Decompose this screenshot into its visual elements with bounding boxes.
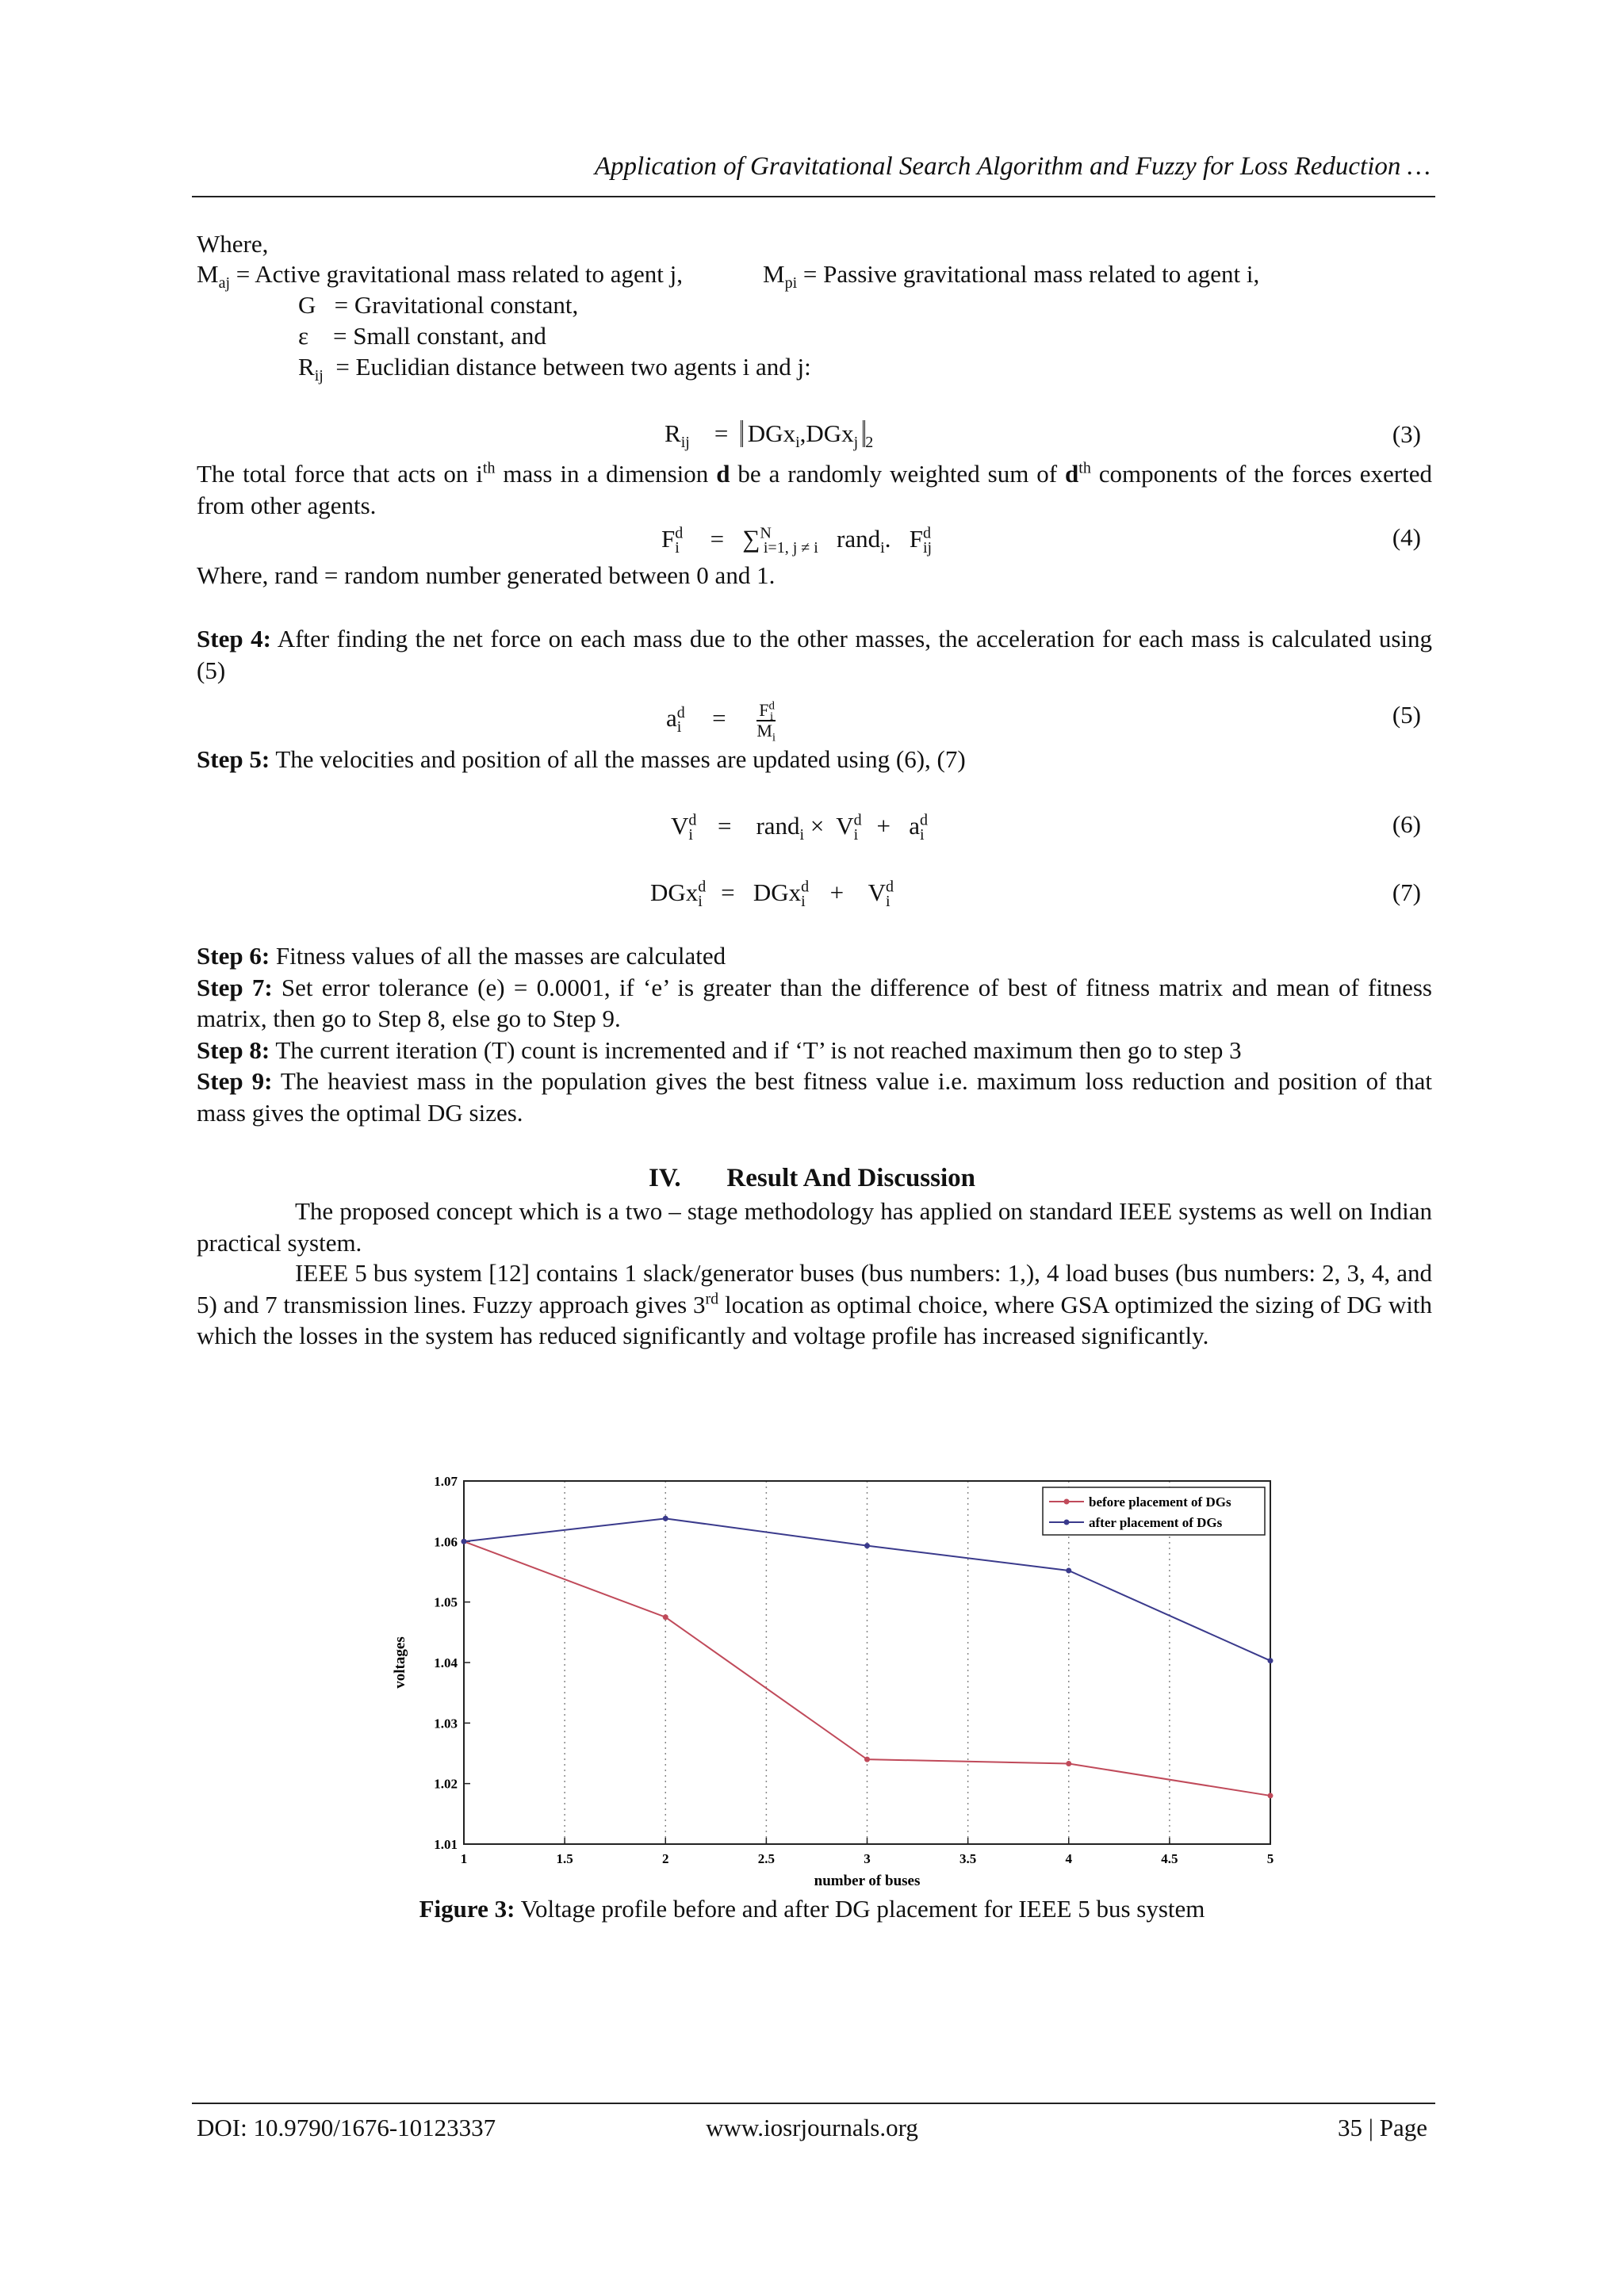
step-8: Step 8: The current iteration (T) count is incremented and if ‘T’ is not reached maximum then go to step 3 xyxy=(197,1035,1242,1064)
data-point xyxy=(462,1539,467,1544)
discussion-paragraph-2: IEEE 5 bus system [12] contains 1 slack/generator buses (bus numbers: 1,), 4 load buses (bus numbers: 2, 3, 4, and 5) and 7 transmission lines. Fuzzy approach gives 3rd location as optimal choice, where GSA optimized the sizing of DG with which the losses in the system has reduced significantly and voltage profile has increased significantly. xyxy=(197,1259,1433,1349)
step-6: Step 6: Fitness values of all the masses are calculated xyxy=(197,942,726,970)
equation-6: $V^d_i$ = rand$_i$ × $V^d_i$ + $a^d_i$ xyxy=(671,811,928,844)
data-point xyxy=(864,1543,870,1548)
step-7: Step 7: Set error tolerance (e) = 0.0001, if ‘e’ is greater than the difference of best of fitness matrix and mean of fitness matrix, then go to Step 8, else go to Step 9. xyxy=(197,973,1432,1032)
equation-5-number: (5) xyxy=(1392,701,1421,729)
y-axis-label: voltages xyxy=(392,1636,408,1689)
fraction: $\frac{F^d_i}{M_i}$ xyxy=(756,699,776,744)
legend-marker xyxy=(1064,1520,1070,1525)
data-point xyxy=(864,1757,870,1762)
x-tick-label: 1.5 xyxy=(556,1851,573,1866)
equation-3: $R_{ij}$ = DGx$_i$,DGx$_j$ $_2$ xyxy=(665,419,874,452)
y-tick-label: 1.04 xyxy=(434,1655,458,1670)
x-axis-label: number of buses xyxy=(814,1873,921,1889)
discussion-paragraph-1: The proposed concept which is a two – stage methodology has applied on standard IEEE systems as well on Indian practical system. xyxy=(197,1197,1432,1257)
rand-definition: Where, rand = random number generated between 0 and 1. xyxy=(197,561,776,589)
def-g: G = Gravitational constant, xyxy=(298,291,579,319)
voltage-profile-chart xyxy=(381,1459,1285,1903)
header-rule xyxy=(192,196,1435,197)
legend-label: after placement of DGs xyxy=(1089,1515,1223,1530)
data-point xyxy=(663,1516,668,1521)
x-tick-label: 2 xyxy=(662,1851,669,1866)
y-tick-label: 1.02 xyxy=(434,1776,458,1792)
section-title: Result And Discussion xyxy=(726,1164,976,1192)
x-tick-label: 4 xyxy=(1065,1851,1072,1866)
equation-4: $F^d_i$ = ∑$^N_{i=1, j \ne i}$ rand$_i$. $F^d_{ij}$ xyxy=(661,524,933,557)
y-tick-label: 1.05 xyxy=(434,1594,458,1610)
series-line-after xyxy=(464,1518,1270,1660)
footer-site[interactable]: www.iosrjournals.org xyxy=(706,2114,918,2141)
section-number: IV. xyxy=(648,1164,681,1192)
legend-marker xyxy=(1064,1499,1070,1505)
footer-page: 35 | Page xyxy=(1338,2114,1427,2141)
step-9: Step 9: The heaviest mass in the population gives the best fitness value i.e. maximum loss reduction and position of that mass gives the optimal DG sizes. xyxy=(197,1067,1432,1127)
data-point xyxy=(1066,1567,1071,1573)
data-point xyxy=(1066,1761,1071,1766)
steps-6-to-9 xyxy=(197,940,1432,1128)
equation-7-number: (7) xyxy=(1392,878,1421,906)
def-eps: ε = Small constant, and xyxy=(298,322,546,350)
y-tick-label: 1.03 xyxy=(434,1716,458,1732)
y-tick-label: 1.01 xyxy=(434,1837,458,1852)
data-point xyxy=(1268,1793,1274,1798)
x-tick-label: 1 xyxy=(460,1851,468,1866)
footer-doi: DOI: 10.9790/1676-10123337 xyxy=(197,2114,496,2141)
running-header xyxy=(0,152,1431,182)
running-title: Application of Gravitational Search Algorithm and Fuzzy for Loss Reduction … xyxy=(594,152,1431,181)
def-mpi: $M_{pi}$ = Passive gravitational mass related to agent i, xyxy=(763,260,1260,293)
y-tick-label: 1.07 xyxy=(434,1474,458,1489)
equation-5: $a^d_i$ = $\frac{F^d_i}{M_i}$ xyxy=(666,699,776,744)
figure-caption xyxy=(0,1895,1624,1923)
equation-7: DGx$^d_i$ = DGx$^d_i$ + $V^d_i$ xyxy=(650,878,894,911)
x-tick-label: 3.5 xyxy=(959,1851,977,1866)
where-label: Where, xyxy=(197,230,269,258)
step-4: Step 4: After finding the net force on each mass due to the other masses, the acceleration for each mass is calculated using (5) xyxy=(197,625,1433,684)
def-maj: $M_{aj}$ = Active gravitational mass related to agent j, xyxy=(197,260,684,293)
x-tick-label: 5 xyxy=(1266,1851,1274,1866)
force-paragraph: The total force that acts on $i^{th}$ mass in a dimension d be a randomly weighted sum of $d^{th}$ components of the forces exerted from other agents. xyxy=(197,459,1432,519)
footer-rule xyxy=(192,2103,1435,2104)
equation-3-number: (3) xyxy=(1392,420,1421,448)
legend-label: before placement of DGs xyxy=(1089,1494,1231,1510)
section-heading xyxy=(0,1162,1624,1194)
caption-label: Figure 3: xyxy=(419,1895,515,1923)
equation-6-number: (6) xyxy=(1392,810,1421,838)
def-r: $R_{ij}$ = Euclidian distance between two agents i and j: xyxy=(298,353,811,385)
x-tick-label: 2.5 xyxy=(757,1851,775,1866)
x-tick-label: 3 xyxy=(864,1851,871,1866)
caption-text: Voltage profile before and after DG placement for IEEE 5 bus system xyxy=(515,1895,1205,1923)
step-5: Step 5: The velocities and position of all the masses are updated using (6), (7) xyxy=(197,745,966,773)
data-point xyxy=(663,1614,668,1620)
data-point xyxy=(1268,1658,1274,1663)
x-tick-label: 4.5 xyxy=(1161,1851,1178,1866)
equation-4-number: (4) xyxy=(1392,523,1421,551)
y-tick-label: 1.06 xyxy=(434,1534,458,1550)
